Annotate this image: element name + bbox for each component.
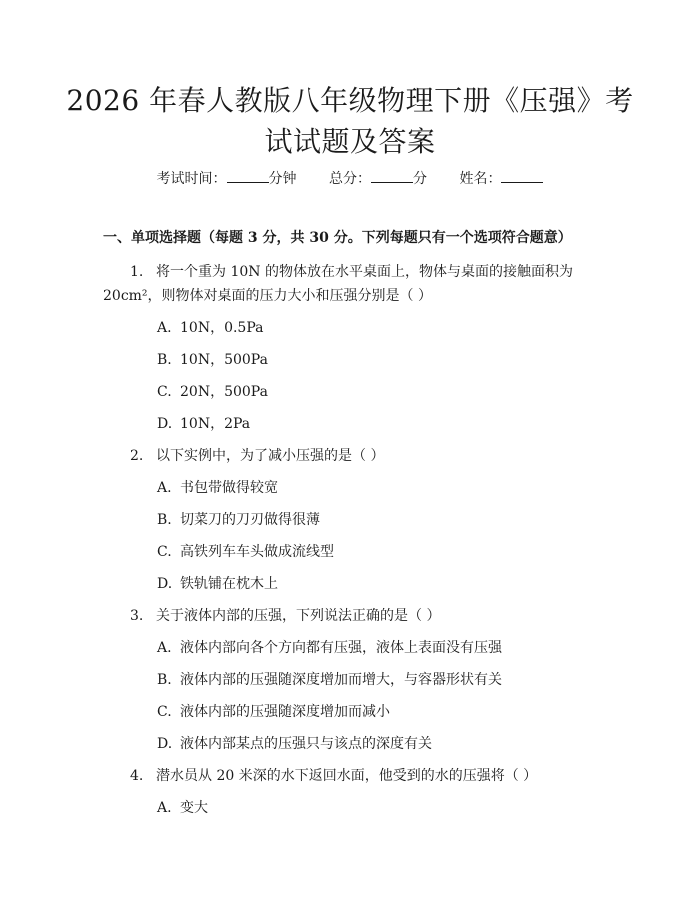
option-letter: D.: [157, 736, 173, 752]
option-item: [157, 510, 320, 530]
page-title: [0, 80, 700, 162]
name-label: 姓名：: [459, 171, 502, 187]
time-label: 考试时间：: [156, 171, 227, 187]
exam-info: [0, 168, 700, 189]
option-letter: D.: [157, 416, 173, 432]
option-item: [157, 414, 250, 434]
option-text: 液体内部向各个方向都有压强，液体上表面没有压强: [180, 640, 502, 656]
option-item: [157, 574, 278, 594]
option-item: [157, 702, 390, 722]
time-unit: 分钟: [268, 171, 297, 187]
exam-time: [157, 168, 297, 189]
option-item: [157, 542, 334, 562]
question-text: 关于液体内部的压强，下列说法正确的是（ ）: [156, 608, 441, 624]
score-blank: [371, 168, 413, 183]
option-text: 10N，500Pa: [180, 352, 268, 368]
option-text: 液体内部的压强随深度增加而增大，与容器形状有关: [180, 672, 502, 688]
question-2: [130, 446, 384, 466]
question-1-continuation: 20cm²，则物体对桌面的压力大小和压强分别是（ ）: [103, 288, 432, 304]
option-item: [157, 478, 278, 498]
option-letter: B.: [157, 512, 172, 528]
option-letter: C.: [157, 384, 172, 400]
option-item: [157, 638, 502, 658]
option-item: [157, 318, 263, 338]
question-4: [130, 766, 537, 786]
question-number: 4.: [130, 768, 144, 784]
question-text: 将一个重为 10N 的物体放在水平桌面上，物体与桌面的接触面积为: [156, 264, 573, 280]
option-text: 铁轨铺在枕木上: [180, 576, 278, 592]
option-text: 10N，2Pa: [180, 416, 251, 432]
option-text: 变大: [180, 800, 208, 816]
option-item: [157, 670, 502, 690]
option-text: 10N，0.5Pa: [180, 320, 264, 336]
title-line-1: 2026 年春人教版八年级物理下册《压强》考: [66, 84, 634, 117]
name-blank: [501, 168, 543, 183]
question-3: [130, 606, 440, 626]
option-letter: A.: [157, 320, 172, 336]
option-letter: D.: [157, 576, 173, 592]
question-number: 3.: [130, 608, 144, 624]
option-item: [157, 734, 432, 754]
exam-name: [459, 168, 543, 189]
question-text: 以下实例中，为了减小压强的是（ ）: [156, 448, 385, 464]
score-unit: 分: [413, 171, 427, 187]
option-item: [157, 798, 208, 818]
question-number: 2.: [130, 448, 144, 464]
score-label: 总分：: [329, 171, 371, 187]
option-letter: B.: [157, 352, 172, 368]
question-1: [130, 262, 573, 282]
section-title: 一、单项选择题（每题 3 分，共 30 分。下列每题只有一个选项符合题意）: [103, 230, 572, 246]
option-letter: A.: [157, 640, 172, 656]
option-letter: C.: [157, 704, 172, 720]
option-text: 书包带做得较宽: [180, 480, 278, 496]
time-blank: [227, 168, 269, 183]
option-letter: B.: [157, 672, 172, 688]
option-text: 切菜刀的刀刃做得很薄: [180, 512, 320, 528]
option-letter: A.: [157, 800, 172, 816]
exam-score: [329, 168, 427, 189]
question-number: 1.: [130, 264, 144, 280]
option-letter: A.: [157, 480, 172, 496]
option-item: [157, 382, 268, 402]
option-letter: C.: [157, 544, 172, 560]
option-text: 高铁列车车头做成流线型: [180, 544, 334, 560]
title-line-2: 试试题及答案: [264, 125, 436, 158]
option-text: 20N，500Pa: [180, 384, 268, 400]
option-text: 液体内部的压强随深度增加而减小: [180, 704, 390, 720]
option-text: 液体内部某点的压强只与该点的深度有关: [180, 736, 432, 752]
option-item: [157, 350, 268, 370]
question-text: 潜水员从 20 米深的水下返回水面，他受到的水的压强将（ ）: [156, 768, 538, 784]
